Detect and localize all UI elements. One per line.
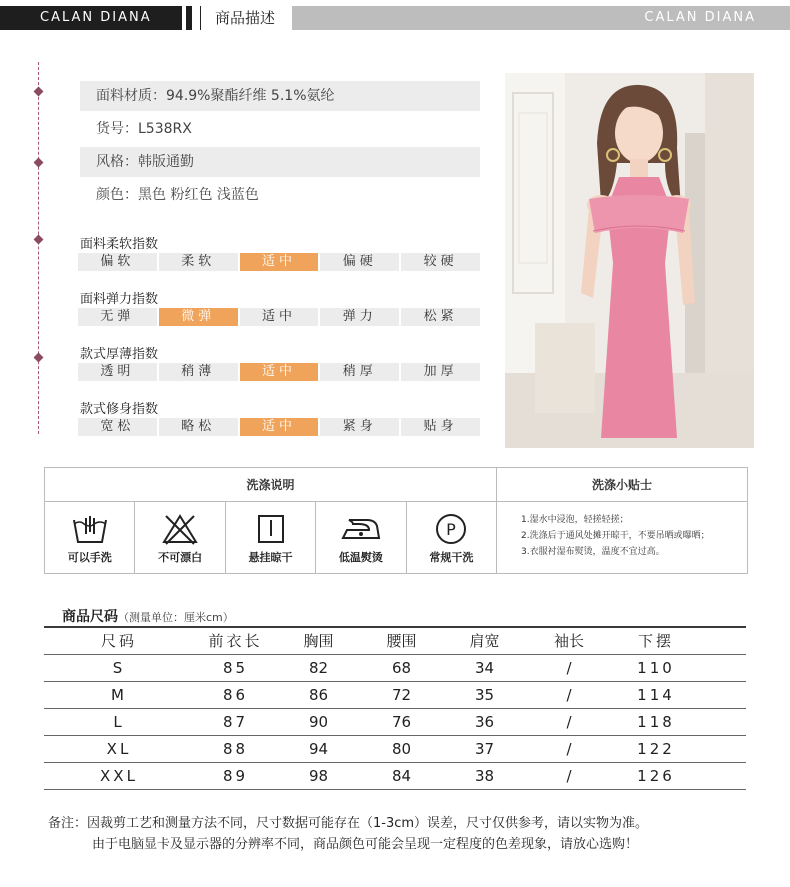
index-option-selected: 适中 <box>240 363 319 381</box>
index-option: 无弹 <box>78 308 157 326</box>
table-cell: XL <box>106 740 132 758</box>
table-cell: 90 <box>308 713 329 731</box>
index-title: 款式修身指数 <box>80 402 159 417</box>
index-scale <box>78 308 480 326</box>
wash-label: 低温熨烫 <box>338 551 383 564</box>
index-scale <box>78 363 480 381</box>
table-cell: 76 <box>391 713 412 731</box>
table-cell: 86 <box>308 686 329 704</box>
wash-instructions <box>44 467 748 574</box>
note-line: 备注：因裁剪工艺和测量方法不同，尺寸数据可能存在（1-3cm）误差，尺寸仅供参考，请以实物为准。 <box>48 816 649 831</box>
table-cell: 35 <box>474 686 495 704</box>
wash-icon-cell <box>135 502 225 573</box>
table-cell: 82 <box>308 659 329 677</box>
table-cell: 89 <box>222 767 249 785</box>
header-mark <box>186 6 192 30</box>
decorative-dot <box>34 87 44 97</box>
table-cell: 68 <box>391 659 412 677</box>
index-option: 弹力 <box>320 308 399 326</box>
table-cell: L <box>113 713 125 731</box>
index-option: 透明 <box>78 363 157 381</box>
wash-label: 不可漂白 <box>158 551 203 564</box>
section-title: 商品描述 <box>200 6 275 30</box>
size-header-cell: 下摆 <box>637 632 674 650</box>
index-option: 紧身 <box>320 418 399 436</box>
hang-dry-icon <box>251 512 291 546</box>
wash-icon-cell <box>407 502 496 573</box>
size-header-cell: 腰围 <box>386 632 417 650</box>
wash-tips-header: 洗涤小贴士 <box>497 468 747 502</box>
size-table-title <box>62 606 234 626</box>
wash-tip: 3.衣服衬湿布熨烫，温度不宜过高。 <box>521 547 665 557</box>
index-option-selected: 适中 <box>240 253 319 271</box>
table-cell: 80 <box>391 740 412 758</box>
index-option: 适中 <box>240 308 319 326</box>
size-header-cell: 肩宽 <box>469 632 500 650</box>
wash-label: 悬挂晾干 <box>248 551 293 564</box>
size-header-cell: 尺码 <box>100 632 137 650</box>
wash-header: 洗涤说明 <box>45 468 497 502</box>
index-option: 贴身 <box>401 418 480 436</box>
no-bleach-icon <box>160 512 200 546</box>
note-line: 由于电脑显卡及显示器的分辨率不同，商品颜色可能会呈现一定程度的色差现象，请放心选购！ <box>92 837 639 852</box>
decorative-line <box>38 62 39 434</box>
table-cell: 86 <box>222 686 249 704</box>
table-cell: 37 <box>474 740 495 758</box>
wash-icon-cell <box>45 502 135 573</box>
table-cell: / <box>566 686 572 704</box>
table-cell: XXL <box>100 767 138 785</box>
table-cell: 85 <box>222 659 249 677</box>
wash-tip: 2.洗涤后于通风处摊开晾干，不要吊晒或曝晒； <box>521 531 710 541</box>
wash-label: 可以手洗 <box>67 551 112 564</box>
index-option: 略松 <box>159 418 238 436</box>
table-cell: / <box>566 713 572 731</box>
table-cell: 114 <box>637 686 675 704</box>
index-option: 稍厚 <box>320 363 399 381</box>
table-row <box>44 655 746 682</box>
index-option: 宽松 <box>78 418 157 436</box>
table-cell: 94 <box>308 740 329 758</box>
index-title: 款式厚薄指数 <box>80 347 159 362</box>
wash-tips <box>497 502 747 573</box>
svg-text:P: P <box>446 520 457 539</box>
product-photo <box>505 73 754 448</box>
table-cell: 34 <box>474 659 495 677</box>
index-title: 面料柔软指数 <box>80 237 159 252</box>
index-option: 较硬 <box>401 253 480 271</box>
dry-clean-icon <box>431 512 471 546</box>
table-cell: / <box>566 740 572 758</box>
wash-icon-cell <box>316 502 406 573</box>
attr-material: 面料材质：94.9%聚酯纤维 5.1%氨纶 <box>80 81 480 111</box>
attr-style: 风格：韩版通勤 <box>80 147 480 177</box>
table-cell: 98 <box>308 767 329 785</box>
wash-label: 常规干洗 <box>429 551 474 564</box>
index-option: 偏软 <box>78 253 157 271</box>
low-iron-icon <box>339 512 383 546</box>
table-cell: 38 <box>474 767 495 785</box>
table-row <box>44 682 746 709</box>
index-option: 稍薄 <box>159 363 238 381</box>
size-title-text: 商品尺码 <box>62 609 118 625</box>
table-row <box>44 736 746 763</box>
hand-wash-icon <box>70 512 110 546</box>
size-header-cell: 胸围 <box>303 632 334 650</box>
decorative-dot <box>34 235 44 245</box>
table-cell: 72 <box>391 686 412 704</box>
table-cell: 84 <box>391 767 412 785</box>
table-cell: / <box>566 767 572 785</box>
table-cell: 87 <box>222 713 249 731</box>
index-option-selected: 适中 <box>240 418 319 436</box>
table-cell: 122 <box>637 740 675 758</box>
index-option: 松紧 <box>401 308 480 326</box>
table-cell: 88 <box>222 740 249 758</box>
table-cell: S <box>112 659 126 677</box>
brand-right: CALAN DIANA <box>292 6 790 30</box>
decorative-dot <box>34 158 44 168</box>
index-option-selected: 微弹 <box>159 308 238 326</box>
size-header-cell: 前衣长 <box>208 632 263 650</box>
index-option: 偏硬 <box>320 253 399 271</box>
table-row <box>44 709 746 736</box>
table-cell: 126 <box>637 767 675 785</box>
index-scale <box>78 418 480 436</box>
brand-left: CALAN DIANA <box>0 6 182 30</box>
size-header-cell: 袖长 <box>553 632 584 650</box>
decorative-dot <box>34 353 44 363</box>
size-table-header <box>44 628 746 655</box>
table-cell: M <box>111 686 127 704</box>
index-option: 加厚 <box>401 363 480 381</box>
wash-tip: 1.湿水中浸泡，轻搓轻搓； <box>521 515 629 525</box>
table-cell: 110 <box>637 659 675 677</box>
size-unit: （测量单位：厘米cm） <box>118 611 234 624</box>
table-cell: 118 <box>637 713 675 731</box>
index-scale <box>78 253 480 271</box>
table-cell: / <box>566 659 572 677</box>
index-title: 面料弹力指数 <box>80 292 159 307</box>
index-option: 柔软 <box>159 253 238 271</box>
table-cell: 36 <box>474 713 495 731</box>
attr-colors: 颜色：黑色 粉红色 浅蓝色 <box>96 187 259 203</box>
section-header <box>0 6 790 30</box>
wash-icon-cell <box>226 502 316 573</box>
table-row <box>44 763 746 790</box>
size-table <box>44 626 746 790</box>
attr-item-number: 货号：L538RX <box>96 121 192 137</box>
